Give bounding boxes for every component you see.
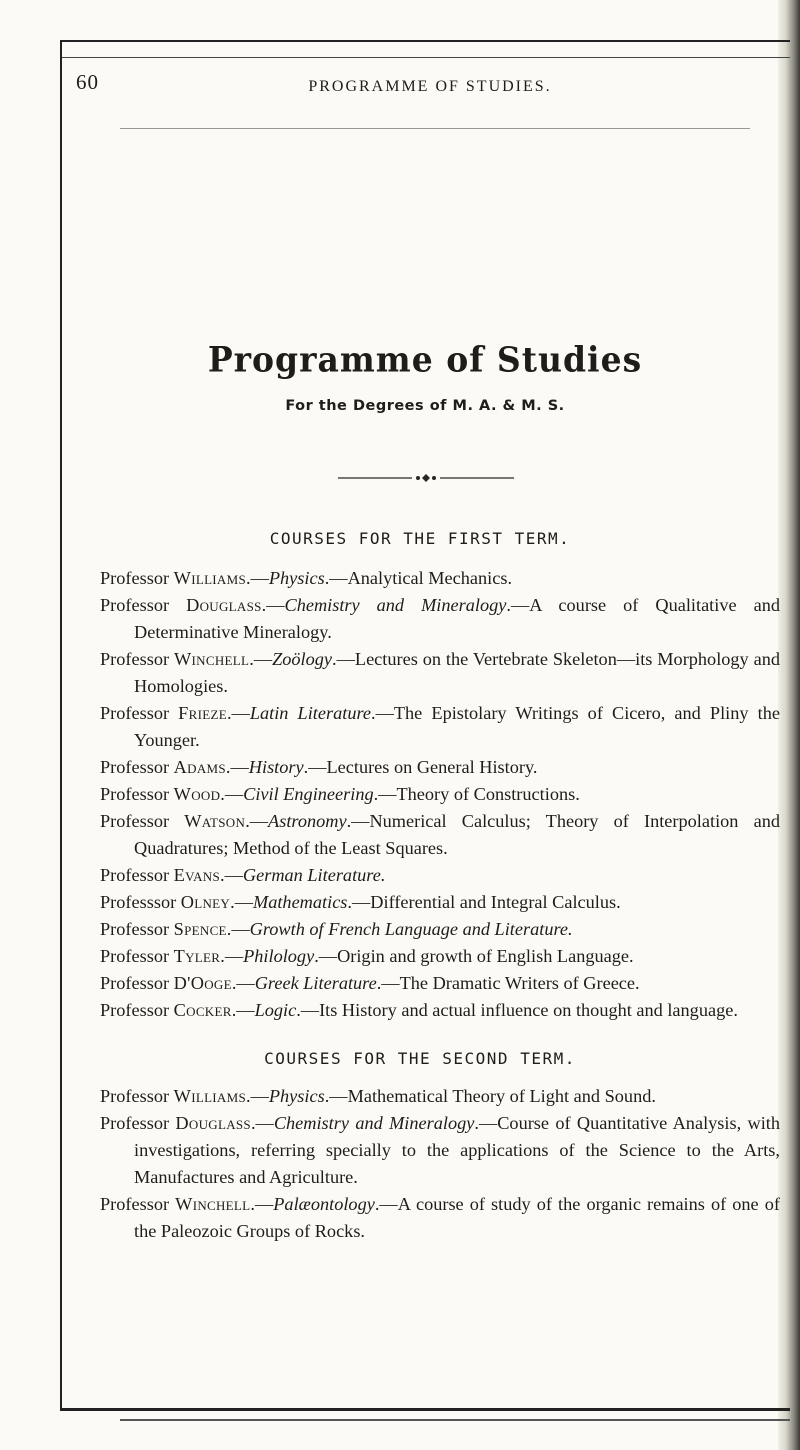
course-description: Mathematical Theory of Light and Sound. [347,1086,656,1106]
professor-name: Evans [173,865,221,885]
frame-rule-bottom [60,1408,790,1411]
professor-name: Wood [173,784,221,804]
course-entry: Professor Douglass.—Chemistry and Mineralogy.—Course of Quantitative Analysis, with investigations, referring specially to the applications of the Science to the Arts, Manufactures and Agriculture. [100,1113,780,1187]
first-term-list [100,565,780,1024]
course-entry: Professor Winchell.—Palæontology.—A course of study of the organic remains of one of the Paleozoic Groups of Rocks. [100,1194,780,1241]
course-subject: Growth of French Language and Literature. [249,919,573,939]
course-subject: Chemistry and Mineralogy [273,1113,475,1133]
second-term-list [100,1083,780,1245]
professor-name: Adams [173,757,226,777]
course-subject: Chemistry and Mineralogy [284,595,507,615]
course-description: Lectures on General History. [326,757,538,777]
course-description: Course of Quantitative Analysis, with investigations, referring specially to the applications of the Science to the Arts, Manufactures and Agriculture. [134,1113,780,1187]
course-description: A course of Qualitative and Determinative Mineralogy. [134,595,780,642]
professor-name: Watson [184,811,246,831]
professor-name: Douglass [186,595,262,615]
professor-prefix: Professor [100,919,170,939]
section-heading-second-term: COURSES FOR THE SECOND TERM. [264,1049,576,1068]
professor-name: Olney [180,892,231,912]
course-subject: Physics [268,1086,325,1106]
professor-prefix: Professor [100,784,170,804]
section-heading-first-term: COURSES FOR THE FIRST TERM. [269,529,571,548]
frame-rule-bottom-outer [120,1419,790,1421]
course-entry: Professor Spence.—Growth of French Language and Literature. [100,919,573,939]
course-subject: History [248,757,304,777]
course-description: Analytical Mechanics. [347,568,513,588]
page-number: 60 [76,70,99,94]
course-subject: Palæontology [273,1194,375,1214]
course-subject: Zoölogy [272,649,333,669]
page-title: Programme of Studies [207,339,643,380]
ornament-divider [338,471,514,485]
professor-name: D'Ooge [173,973,232,993]
professor-prefix: Professor [100,1194,170,1214]
professor-prefix: Professsor [100,892,177,912]
course-entry: Professor Adams.—History.—Lectures on General History. [100,757,538,777]
course-subject: Civil Engineering [243,784,374,804]
course-entry: Professor Watson.—Astronomy.—Numerical Calculus; Theory of Interpolation and Quadratures; Method of the Least Squares. [100,811,780,858]
professor-name: Tyler [173,946,221,966]
course-description: Origin and growth of English Language. [337,946,634,966]
course-subject: Physics [268,568,325,588]
course-description: Numerical Calculus; Theory of Interpolation and Quadratures; Method of the Least Squares. [134,811,780,858]
professor-prefix: Professor [100,946,170,966]
professor-name: Cocker [173,1000,232,1020]
course-entry: Professor Williams.—Physics.—Mathematical Theory of Light and Sound. [100,1086,656,1106]
course-subject: Latin Literature [249,703,372,723]
course-subject: Philology [243,946,315,966]
professor-prefix: Professor [100,649,170,669]
course-description: The Dramatic Writers of Greece. [399,973,640,993]
course-subject: Astronomy [268,811,347,831]
professor-prefix: Professor [100,865,170,885]
professor-prefix: Professor [100,811,170,831]
header-rule [120,128,750,129]
course-description: Its History and actual influence on thought and language. [319,1000,738,1020]
professor-name: Winchell [175,1194,251,1214]
course-description: Differential and Integral Calculus. [370,892,621,912]
running-head: PROGRAMME OF STUDIES. [308,78,552,95]
professor-name: Frieze [178,703,227,723]
course-entry: Professor Frieze.—Latin Literature.—The Epistolary Writings of Cicero, and Pliny the Younger. [100,703,780,750]
professor-prefix: Professor [100,1086,170,1106]
frame-rule-top [60,40,790,42]
frame-rule-top-inner [60,57,790,58]
course-subject: Logic [254,1000,297,1020]
course-description: Lectures on the Vertebrate Skeleton—its Morphology and Homologies. [134,649,781,696]
course-entry: Professor Cocker.—Logic.—Its History and actual influence on thought and language. [100,1000,738,1020]
course-subject: Greek Literature [254,973,377,993]
course-entry: Professor Douglass.—Chemistry and Mineralogy.—A course of Qualitative and Determinative Mineralogy. [100,595,780,642]
course-entry: Professor D'Ooge.—Greek Literature.—The Dramatic Writers of Greece. [100,973,640,993]
course-entry: Professor Tyler.—Philology.—Origin and growth of English Language. [100,946,634,966]
course-subject: German Literature. [242,865,386,885]
course-entry: Professor Winchell.—Zoölogy.—Lectures on the Vertebrate Skeleton—its Morphology and Homologies. [100,649,781,696]
professor-prefix: Professor [100,568,170,588]
course-description: The Epistolary Writings of Cicero, and Pliny the Younger. [134,703,780,750]
professor-name: Winchell [173,649,250,669]
professor-name: Williams [173,1086,247,1106]
course-entry: Professor Williams.—Physics.—Analytical Mechanics. [100,568,513,588]
professor-name: Spence [173,919,227,939]
professor-prefix: Professor [100,1000,170,1020]
course-subject: Mathematics [252,892,348,912]
page-edge-shadow [778,0,800,1450]
course-entry: Professor Wood.—Civil Engineering.—Theory of Constructions. [100,784,580,804]
course-description: Theory of Constructions. [396,784,580,804]
course-entry: Professsor Olney.—Mathematics.—Differential and Integral Calculus. [100,892,621,912]
frame-rule-left [60,40,62,1410]
professor-name: Douglass [175,1113,251,1133]
course-description: A course of study of the organic remains of one of the Paleozoic Groups of Rocks. [134,1194,780,1241]
course-entry: Professor Evans.—German Literature. [100,865,386,885]
professor-prefix: Professor [100,595,170,615]
professor-prefix: Professor [100,703,170,723]
professor-prefix: Professor [100,973,170,993]
professor-prefix: Professor [100,757,170,777]
professor-name: Williams [173,568,247,588]
professor-prefix: Professor [100,1113,170,1133]
page-subtitle: For the Degrees of M. A. & M. S. [285,398,565,414]
